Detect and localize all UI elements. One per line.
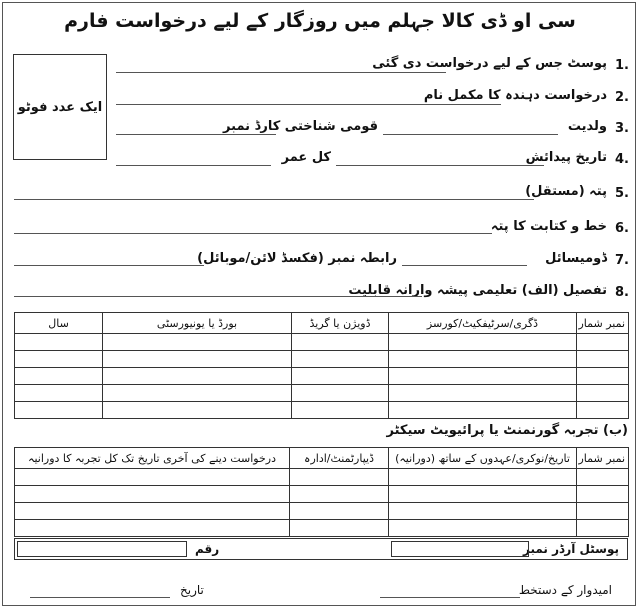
education-header-row [15, 313, 629, 334]
field-8-line[interactable] [14, 296, 422, 297]
table-cell[interactable] [577, 351, 629, 368]
table-cell[interactable] [389, 402, 577, 419]
table-cell[interactable] [15, 385, 103, 402]
field-3-label: ولدیت [567, 119, 607, 134]
field-1-number: 1. [615, 58, 629, 73]
table-cell[interactable] [15, 469, 290, 486]
experience-header-row [15, 448, 629, 469]
amount-label: رقم [195, 542, 220, 556]
photo-box[interactable] [13, 54, 107, 160]
contact-line[interactable] [14, 265, 204, 266]
table-cell[interactable] [290, 486, 389, 503]
table-row [15, 520, 629, 537]
table-cell[interactable] [577, 334, 629, 351]
experience-table [14, 447, 629, 537]
table-cell[interactable] [292, 334, 389, 351]
experience-label: (ب) تجربہ گورنمنٹ یا پرائیویٹ سیکٹر [386, 423, 628, 438]
postal-order-row [14, 538, 628, 560]
table-cell[interactable] [577, 520, 629, 537]
field-6-number: 6. [615, 221, 629, 236]
table-cell[interactable] [103, 368, 292, 385]
age-label: کل عمر [281, 150, 331, 165]
table-cell[interactable] [15, 351, 103, 368]
field-5-number: 5. [615, 186, 629, 201]
postal-order-label: پوسٹل آرڈر نمبر [523, 542, 619, 556]
field-8-label: تفصیل (الف) تعلیمی پیشہ وارانہ قابلیت [348, 283, 607, 298]
table-cell[interactable] [15, 503, 290, 520]
table-row [15, 334, 629, 351]
table-cell[interactable] [389, 368, 577, 385]
table-row [15, 469, 629, 486]
table-cell[interactable] [389, 503, 577, 520]
education-table [14, 312, 629, 419]
table-cell[interactable] [292, 385, 389, 402]
table-cell[interactable] [292, 368, 389, 385]
table-cell[interactable] [15, 368, 103, 385]
table-cell[interactable] [389, 520, 577, 537]
table-row [15, 351, 629, 368]
edu-header-board: بورڈ یا یونیورسٹی [103, 313, 292, 334]
field-7-line[interactable] [402, 265, 527, 266]
table-row [15, 385, 629, 402]
contact-label: رابطہ نمبر (فکسڈ لائن/موبائل) [197, 251, 397, 266]
exp-header-serial: نمبر شمار [577, 448, 629, 469]
table-cell[interactable] [577, 385, 629, 402]
table-cell[interactable] [577, 469, 629, 486]
table-cell[interactable] [15, 520, 290, 537]
table-cell[interactable] [389, 351, 577, 368]
edu-header-degree: ڈگری/سرٹیفکیٹ/کورسز [389, 313, 577, 334]
field-3-line[interactable] [383, 134, 558, 135]
photo-label: ایک عدد فوٹو [17, 99, 103, 115]
field-5-line[interactable] [14, 199, 534, 200]
table-cell[interactable] [389, 469, 577, 486]
table-cell[interactable] [577, 503, 629, 520]
table-cell[interactable] [103, 334, 292, 351]
field-4-number: 4. [615, 152, 629, 167]
field-7-label: ڈومیسائل [545, 251, 607, 266]
table-cell[interactable] [15, 486, 290, 503]
field-8-number: 8. [615, 285, 629, 300]
signature-label: امیدوار کے دستخط [518, 583, 612, 597]
table-cell[interactable] [15, 402, 103, 419]
table-row [15, 368, 629, 385]
table-cell[interactable] [103, 351, 292, 368]
field-2-number: 2. [615, 90, 629, 105]
edu-header-division: ڈویژن یا گریڈ [292, 313, 389, 334]
table-cell[interactable] [577, 368, 629, 385]
cnic-line[interactable] [116, 134, 276, 135]
table-cell[interactable] [389, 385, 577, 402]
table-cell[interactable] [292, 351, 389, 368]
field-1-line[interactable] [116, 72, 446, 73]
edu-header-year: سال [15, 313, 103, 334]
table-cell[interactable] [290, 469, 389, 486]
table-cell[interactable] [290, 520, 389, 537]
form-title: سی او ڈی کالا جہلم میں روزگار کے لیے درخواست فارم [64, 10, 576, 32]
field-4-line[interactable] [336, 165, 544, 166]
table-cell[interactable] [389, 486, 577, 503]
age-line[interactable] [116, 165, 271, 166]
table-cell[interactable] [292, 402, 389, 419]
field-7-number: 7. [615, 253, 629, 268]
field-6-label: خط و کتابت کا پتہ [490, 219, 607, 234]
exp-header-department: ڈیپارٹمنٹ/ادارہ [290, 448, 389, 469]
field-2-line[interactable] [116, 104, 501, 105]
table-cell[interactable] [389, 334, 577, 351]
cnic-label: قومی شناختی کارڈ نمبر [223, 119, 378, 134]
date-line[interactable] [30, 597, 170, 598]
field-4-label: تاریخ پیدائش [525, 150, 607, 165]
postal-order-input[interactable] [391, 541, 529, 557]
signature-line[interactable] [380, 597, 520, 598]
table-cell[interactable] [15, 334, 103, 351]
table-row [15, 486, 629, 503]
table-cell[interactable] [577, 486, 629, 503]
exp-header-dates: تاریخ/نوکری/عہدوں کے ساتھ (دورانیہ) [389, 448, 577, 469]
table-row [15, 402, 629, 419]
table-cell[interactable] [290, 503, 389, 520]
table-cell[interactable] [103, 402, 292, 419]
table-cell[interactable] [103, 385, 292, 402]
field-1-label: پوسٹ جس کے لیے درخواست دی گئی [372, 56, 607, 71]
field-5-label: پتہ (مستقل) [525, 184, 607, 199]
field-6-line[interactable] [14, 233, 492, 234]
date-label: تاریخ [180, 583, 204, 597]
amount-input[interactable] [17, 541, 187, 557]
exp-header-total: درخواست دینے کی آخری تاریخ تک کل تجربہ کا دورانیہ [15, 448, 290, 469]
table-cell[interactable] [577, 402, 629, 419]
field-2-label: درخواست دہندہ کا مکمل نام [423, 88, 607, 103]
edu-header-serial: نمبر شمار [577, 313, 629, 334]
table-row [15, 503, 629, 520]
field-3-number: 3. [615, 121, 629, 136]
